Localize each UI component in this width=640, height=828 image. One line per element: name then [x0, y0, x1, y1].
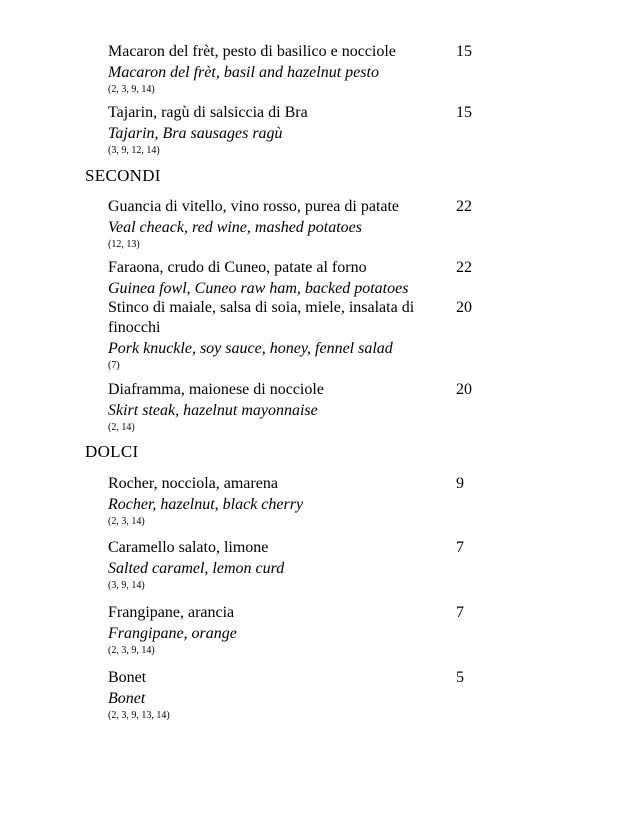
- item-price: 15: [456, 104, 472, 121]
- item-allergens: (2, 3, 9, 14): [108, 84, 155, 95]
- menu-item: [108, 197, 448, 252]
- item-price: 20: [456, 299, 472, 316]
- item-allergens: (2, 3, 9, 14): [108, 645, 155, 656]
- item-price: 9: [456, 475, 464, 492]
- item-name: Caramello salato, limone: [108, 539, 269, 556]
- item-price: 7: [456, 539, 464, 556]
- item-english: Frangipane, orange: [108, 625, 237, 642]
- item-price: 7: [456, 604, 464, 621]
- menu-item: [108, 474, 448, 529]
- menu-item: [108, 103, 448, 158]
- item-name: Diaframma, maionese di nocciole: [108, 381, 324, 398]
- item-english: Tajarin, Bra sausages ragù: [108, 125, 283, 142]
- item-english: Salted caramel, lemon curd: [108, 560, 285, 577]
- item-name: Bonet: [108, 669, 147, 686]
- item-price: 15: [456, 43, 472, 60]
- item-english: Skirt steak, hazelnut mayonnaise: [108, 402, 318, 419]
- item-name: Tajarin, ragù di salsiccia di Bra: [108, 104, 308, 121]
- item-allergens: (2, 3, 9, 13, 14): [108, 710, 170, 721]
- item-name: Macaron del frèt, pesto di basilico e nocciole: [108, 43, 396, 60]
- item-allergens: (12, 13): [108, 239, 140, 250]
- item-english: Veal cheack, red wine, mashed potatoes: [108, 219, 363, 236]
- item-name: Rocher, nocciola, amarena: [108, 475, 278, 492]
- section-title-dolci: DOLCI: [85, 442, 139, 461]
- item-allergens: (3, 9, 12, 14): [108, 145, 160, 156]
- menu-item: [108, 668, 448, 723]
- item-english: Macaron del frèt, basil and hazelnut pesto: [108, 64, 379, 81]
- item-name: Guancia di vitello, vino rosso, purea di patate: [108, 198, 400, 215]
- menu-item: [108, 258, 448, 299]
- item-name: Faraona, crudo di Cuneo, patate al forno: [108, 259, 367, 276]
- item-english: Rocher, hazelnut, black cherry: [108, 496, 304, 513]
- menu-item: [108, 42, 448, 97]
- item-allergens: (2, 14): [108, 422, 135, 433]
- item-allergens: (3, 9, 14): [108, 580, 145, 591]
- item-price: 22: [456, 198, 472, 215]
- item-allergens: (7): [108, 360, 120, 371]
- item-price: 5: [456, 669, 464, 686]
- menu-item: [108, 603, 448, 658]
- section-title-secondi: SECONDI: [85, 166, 161, 185]
- menu-item: [108, 298, 448, 373]
- menu-item: [108, 538, 448, 593]
- item-allergens: (2, 3, 14): [108, 516, 145, 527]
- item-english: Guinea fowl, Cuneo raw ham, backed potatoes: [108, 280, 409, 297]
- item-english: Bonet: [108, 690, 146, 707]
- item-price: 20: [456, 381, 472, 398]
- item-name: Stinco di maiale, salsa di soia, miele, insalata di finocchi: [108, 299, 415, 336]
- menu-item: [108, 380, 448, 435]
- item-price: 22: [456, 259, 472, 276]
- item-name: Frangipane, arancia: [108, 604, 235, 621]
- item-english: Pork knuckle, soy sauce, honey, fennel salad: [108, 340, 393, 357]
